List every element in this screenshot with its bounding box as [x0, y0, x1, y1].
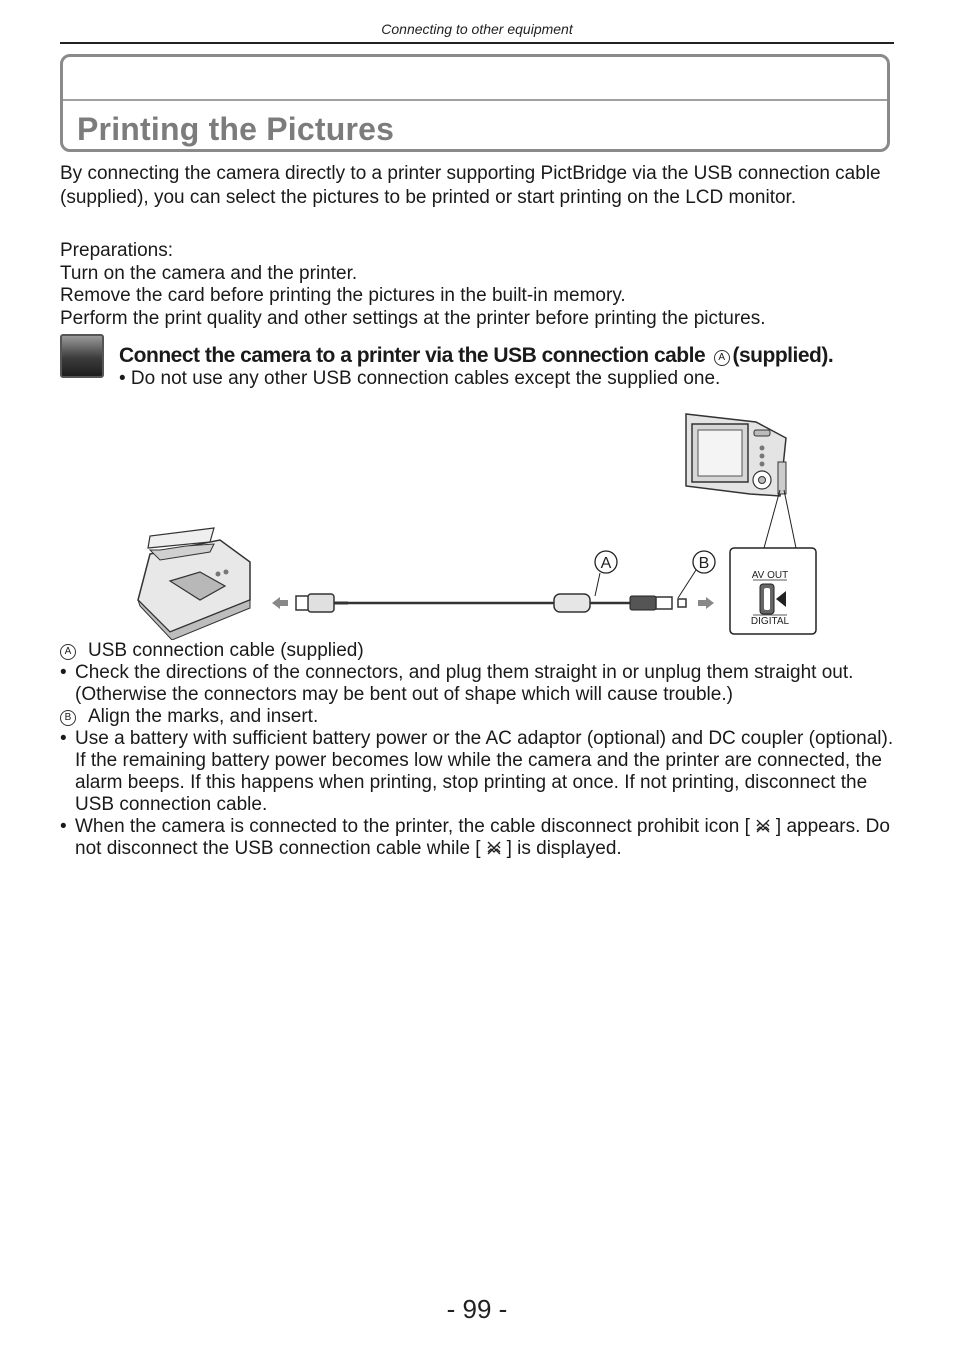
step-1-icon [60, 334, 104, 378]
av-out-digital-port [730, 548, 816, 634]
section-header: Connecting to other equipment [381, 21, 573, 37]
connection-illustration [130, 400, 830, 640]
arrow-left-icon [272, 597, 288, 609]
mark-a-icon: A [714, 350, 730, 366]
title-inner-rule [63, 99, 887, 101]
page-number: - 99 - [446, 1294, 508, 1324]
step-heading-suffix: (supplied). [732, 344, 834, 367]
notes-list [60, 640, 900, 860]
note-text: When the camera is connected to the printer, the cable disconnect prohibit icon [ [75, 816, 750, 837]
cable-disconnect-prohibit-icon [754, 817, 772, 835]
label-a [595, 551, 617, 596]
usb-plug-a-icon [296, 594, 348, 612]
note-a [60, 640, 900, 662]
note-bullet: • Check the directions of the connectors, and plug them straight in or unplug them straight out. (Otherwise the connectors may be bent out of shape which will cause trouble.) [60, 662, 900, 706]
step-note: • Do not use any other USB connection cables except the supplied one. [119, 368, 721, 389]
step-heading-text: Connect the camera to a printer via the USB connection cable [119, 344, 706, 367]
header-rule [60, 42, 894, 44]
cable-disconnect-prohibit-icon [485, 839, 503, 857]
ferrite-core [554, 594, 590, 612]
svg-text:B: B [698, 555, 710, 572]
svg-text:DIGITAL: DIGITAL [750, 616, 790, 627]
preparation-item: Perform the print quality and other settings at the printer before printing the pictures. [60, 307, 766, 329]
page-title: Printing the Pictures [77, 111, 395, 147]
note-bullet [60, 816, 900, 860]
svg-text:A: A [600, 555, 612, 572]
step-heading [119, 344, 833, 368]
note-b-text: Align the marks, and insert. [88, 706, 319, 727]
note-bullet: • Use a battery with sufficient battery power or the AC adaptor (optional) and DC coupler (optional). If the remaining battery power becomes low while the camera and the printer are connected, the alarm beeps. If this happens when printing, stop printing at once. If not printing, disconnect the USB connection cable. [60, 728, 900, 816]
label-b [678, 551, 715, 598]
preparations [60, 240, 894, 330]
note-b [60, 706, 900, 728]
note-text: ] appears. Do not disconnect the USB connection cable while [ [75, 816, 890, 859]
preparation-item: Turn on the camera and the printer. [60, 262, 358, 284]
camera-icon [686, 414, 786, 496]
preparations-label: Preparations: [60, 240, 174, 261]
note-a-text: USB connection cable (supplied) [88, 640, 364, 661]
mark-a-icon: A [60, 644, 76, 660]
note-text: ] is displayed. [506, 838, 622, 859]
printer-icon [138, 528, 250, 640]
svg-text:AV OUT: AV OUT [751, 570, 789, 581]
mark-b-icon: B [60, 710, 76, 726]
preparation-item: Remove the card before printing the pictures in the built-in memory. [60, 285, 626, 306]
arrow-right-icon [698, 597, 714, 609]
intro-paragraph: By connecting the camera directly to a printer supporting PictBridge via the USB connection cable (supplied), you can select the pictures to be printed or start printing on the LCD monitor. [60, 163, 881, 208]
title-box [60, 54, 890, 152]
usb-plug-b-icon [630, 596, 686, 610]
